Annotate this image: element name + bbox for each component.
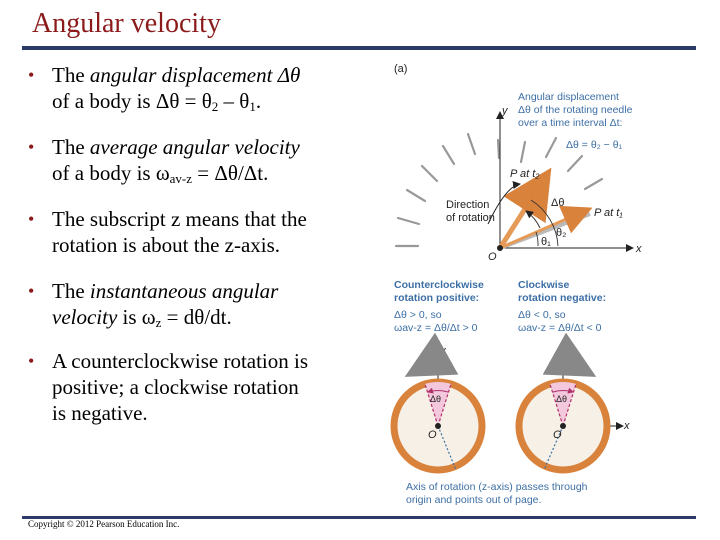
cw-wheel [519, 345, 623, 470]
title-divider [22, 46, 696, 50]
origin-label: O [488, 251, 497, 263]
subscript: 2 [211, 99, 219, 114]
caption-line: Δθ of the rotating needle [518, 104, 633, 116]
axis-caption: origin and points out of page. [406, 494, 542, 506]
direction-label: Direction [446, 199, 490, 211]
ccw-heading: rotation positive: [394, 292, 480, 304]
term: average angular velocity [89, 135, 300, 159]
point-t2-label: P at t₂ [510, 168, 540, 180]
caption-line: Angular displacement [518, 91, 619, 103]
point-t1-label: P at t₁ [594, 207, 623, 219]
text: The [52, 63, 90, 87]
cw-line: Δθ < 0, so [518, 309, 566, 321]
wheel-y-label: y [440, 345, 446, 357]
theta2-label: θ₂ [556, 227, 567, 239]
term: angular displacement [89, 63, 273, 87]
pivot-point [497, 245, 503, 251]
text: positive; a clockwise rotation [52, 375, 299, 399]
text: of a body is Δθ = θ [52, 89, 212, 113]
text: rotation is about the z-axis. [52, 233, 281, 257]
wheel-origin-label: O [553, 429, 562, 441]
text: . [255, 89, 262, 113]
cw-heading: Clockwise [518, 279, 570, 291]
text: A counterclockwise rotation is [52, 349, 309, 373]
text: The [52, 135, 90, 159]
wheel-origin-label: O [428, 429, 437, 441]
caption-formula: Δθ = θ₂ − θ₁ [566, 139, 623, 151]
rotation-figure [388, 56, 688, 514]
bullet-marker: • [28, 137, 35, 157]
subscript: 1 [249, 99, 256, 114]
cw-heading: rotation negative: [518, 292, 607, 304]
theta1-label: θ₁ [541, 236, 551, 248]
term: instantaneous angular [89, 279, 279, 303]
text: The subscript z means that the [52, 207, 307, 231]
bullet-marker: • [28, 281, 35, 301]
bullet-marker: • [28, 209, 35, 229]
direction-label: of rotation [446, 212, 495, 224]
bullet-marker: • [28, 351, 35, 371]
ccw-line: Δθ > 0, so [394, 309, 442, 321]
text: of a body is ω [52, 161, 170, 185]
y-axis-label: y [502, 105, 508, 117]
ccw-rotation-arrow [410, 367, 450, 374]
text: – θ [218, 89, 250, 113]
x-axis-label: x [636, 243, 642, 255]
axis-caption: Axis of rotation (z-axis) passes through [406, 481, 588, 493]
text: = Δθ/Δt. [192, 161, 269, 185]
text: is negative. [52, 401, 148, 425]
copyright-notice: Copyright © 2012 Pearson Education Inc. [28, 519, 180, 529]
subscript: av-z [169, 171, 193, 186]
symbol: Δθ [272, 63, 301, 87]
term: velocity [52, 305, 118, 329]
cw-line: ωav-z = Δθ/Δt < 0 [518, 322, 602, 334]
ccw-line: ωav-z = Δθ/Δt > 0 [394, 322, 478, 334]
slide-title: Angular velocity [32, 8, 221, 39]
wheel-y-label: y [565, 345, 571, 357]
cw-rotation-arrow [551, 367, 591, 374]
text: = dθ/dt. [161, 305, 232, 329]
ccw-wheel [394, 345, 482, 470]
delta-theta-arc [526, 211, 540, 228]
ccw-heading: Counterclockwise [394, 279, 484, 291]
delta-theta-label: Δθ [551, 197, 565, 209]
caption-line: over a time interval Δt: [518, 117, 623, 129]
delta-theta-label: Δθ [556, 394, 568, 404]
delta-theta-label: Δθ [430, 394, 442, 404]
subscript: z [155, 315, 162, 330]
text: is ω [117, 305, 156, 329]
text: The [52, 279, 90, 303]
x-axis-label: x [624, 420, 630, 432]
bullet-marker: • [28, 65, 35, 85]
panel-label: (a) [394, 63, 408, 75]
